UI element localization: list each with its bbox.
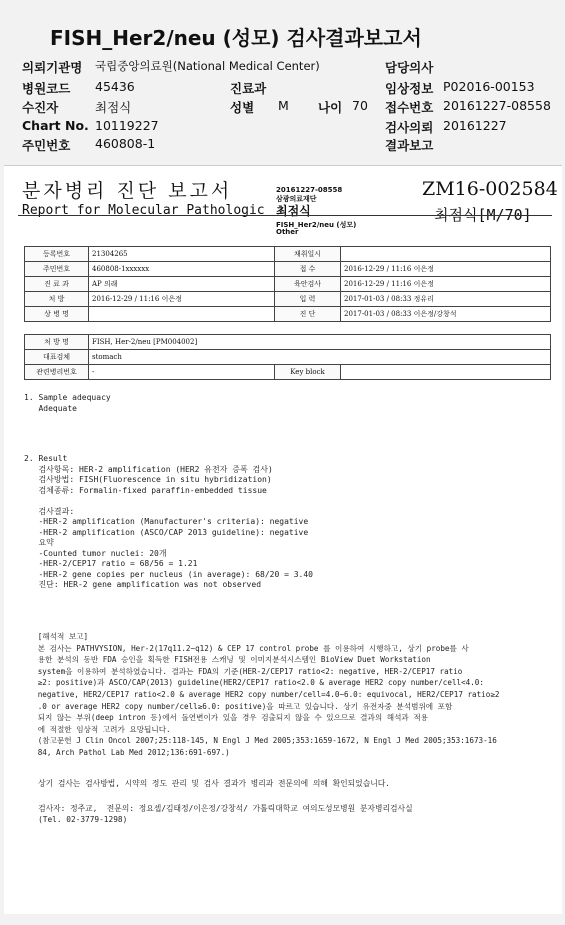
- label-institution: 의뢰기관명: [22, 60, 83, 75]
- info-table-1: [24, 246, 551, 322]
- table-row: 진 료 과 AP 의래 육안검사 2016-12-29 / 11:16 이은정: [25, 277, 551, 292]
- value-request-date: 20161227: [443, 118, 507, 133]
- label-chart-no: Chart No.: [22, 118, 89, 133]
- value-receipt-no: 20161227-08558: [443, 98, 551, 113]
- value-age: 70: [352, 98, 368, 113]
- label-hospital-code: 병원코드: [22, 81, 71, 96]
- value-institution: 국립중앙의료원(National Medical Center): [95, 59, 320, 73]
- label-resident-no: 주민번호: [22, 138, 71, 153]
- report-mid-no: 20161227-08558: [276, 186, 343, 194]
- section-examiner: 검사자: 정주교, 전문의: 정요셉/김태정/이은정/강창석/ 가톨릭대학교 여의도성모병원 분자병리검사실 (Tel. 02-3779-1298): [38, 804, 413, 824]
- table-row: 관련병리번호 - Key block: [25, 365, 551, 380]
- table-row: 상 병 명 진 단 2017-01-03 / 08:33 이은정/강창석: [25, 307, 551, 322]
- label-result-report: 결과보고: [385, 138, 434, 153]
- section-result: 2. Result 검사항목: HER-2 amplification (HER2 유전자 증폭 검사) 검사방법: FISH(Fluorescence in situ hybridization) 검체종류: Formalin-fixed paraffin-embedded tissue 검사결과: -HER-2 amplification (Manufacturer's criteria): negative -HER-2 amplification (ASCO/CAP 2013 guideline): negative 요약 -Counted tumor nuclei: 20개 -HER-2/CEP17 ratio = 68/56 = 1.21 -HER-2 gene copies per nucleus (in average): 68/20 = 3.40 진단: HER-2 gene amplification was not observed: [24, 454, 313, 589]
- info-table-2: [24, 334, 551, 380]
- label-age: 나이: [318, 100, 343, 115]
- scanned-report: [4, 165, 562, 914]
- report-title-kr: 분자병리 진단 보고서: [22, 180, 233, 202]
- report-id: ZM16-002584: [422, 178, 558, 200]
- table-row: 대표검체 stomach: [25, 350, 551, 365]
- label-sex: 성별: [230, 100, 255, 115]
- section-interpretation: [해석적 보고] 본 검사는 PATHVYSION, Her-2(17q11.2~q12) & CEP 17 control probe 를 이용하여 시행하고, 상기 probe를 사 용한 분석의 동반 FDA 승인을 획득한 FISH전용 스캐닝 및 이미지분석시스템인 BioView Duet Workstation system을 이용하여 분석하였습니다. 결과는 FDA의 기준(HER-2/CEP17 ratio<2: negative, HER-2/CEP17 ratio ≥2: positive)과 ASCO/CAP(2013) guideline(HER2/CEP17 ratio<2.0 & average HER2 copy number/cell<4.0: negative, HER2/CEP17 ratio<2.0 & average HER2 copy number/cell=4.0~6.0: equivocal, HER2/CEP17 ratio≥2 .0 or average HER2 copy number/cell≥6.0: positive)을 따르고 있습니다. 상기 유전자중 분석범위에 포함 되지 않는 부위(deep intron 등)에서 돌연변이가 있을 경우 검출되지 않을 수 있으므로 결과의 해석과 적용 에 적절한 임상적 고려가 요망됩니다. (참고문헌 J Clin Oncol 2007;25:118-145, N Engl J Med 2005;353:1659-1672, N Engl J Med 2005;353:1673-16 84, Arch Pathol Lab Med 2012;136:691-697.): [37, 632, 500, 757]
- label-receipt-no: 접수번호: [385, 100, 434, 115]
- value-sex: M: [278, 98, 289, 113]
- report-mid-org: 삼광의료재단: [276, 195, 317, 203]
- report-mid-test: FISH_Her2/neu (성모): [276, 221, 357, 229]
- table-row: 처 방 명 FISH, Her-2/neu [PM004002]: [25, 335, 551, 350]
- label-doctor: 담당의사: [385, 60, 434, 75]
- table-row: 처 방 2016-12-29 / 11:16 이은정 입 력 2017-01-03 / 08:33 정유리: [25, 292, 551, 307]
- report-mid-other: Other: [276, 228, 299, 236]
- report-patient: 최점식[M/70]: [434, 206, 532, 224]
- label-request-date: 검사의뢰: [385, 120, 434, 135]
- label-clinical-info: 임상정보: [385, 81, 434, 96]
- section-confirmation: 상기 검사는 검사방법, 시약의 정도 관리 및 검사 결과가 병리과 전문의에 의해 확인되었습니다.: [24, 779, 391, 788]
- value-clinical-info: P02016-00153: [443, 79, 535, 94]
- report-mid-name: 최점식: [276, 204, 311, 218]
- value-resident-no: 460808-1: [95, 136, 156, 151]
- value-hospital-code: 45436: [95, 79, 135, 94]
- divider: [18, 215, 552, 216]
- label-department: 진료과: [230, 81, 267, 96]
- value-chart-no: 10119227: [95, 118, 159, 133]
- label-patient: 수진자: [22, 100, 59, 115]
- page-title: FISH_Her2/neu (성모) 검사결과보고서: [50, 26, 422, 50]
- report-title-en: Report for Molecular Pathologic: [22, 203, 265, 218]
- table-row: 등록번호 21304265 채취일시: [25, 247, 551, 262]
- table-row: 주민번호 460808-1xxxxxx 접 수 2016-12-29 / 11:16 이은정: [25, 262, 551, 277]
- section-sample-adequacy: 1. Sample adequacy Adequate: [24, 393, 111, 413]
- value-patient: 최점식: [95, 100, 132, 115]
